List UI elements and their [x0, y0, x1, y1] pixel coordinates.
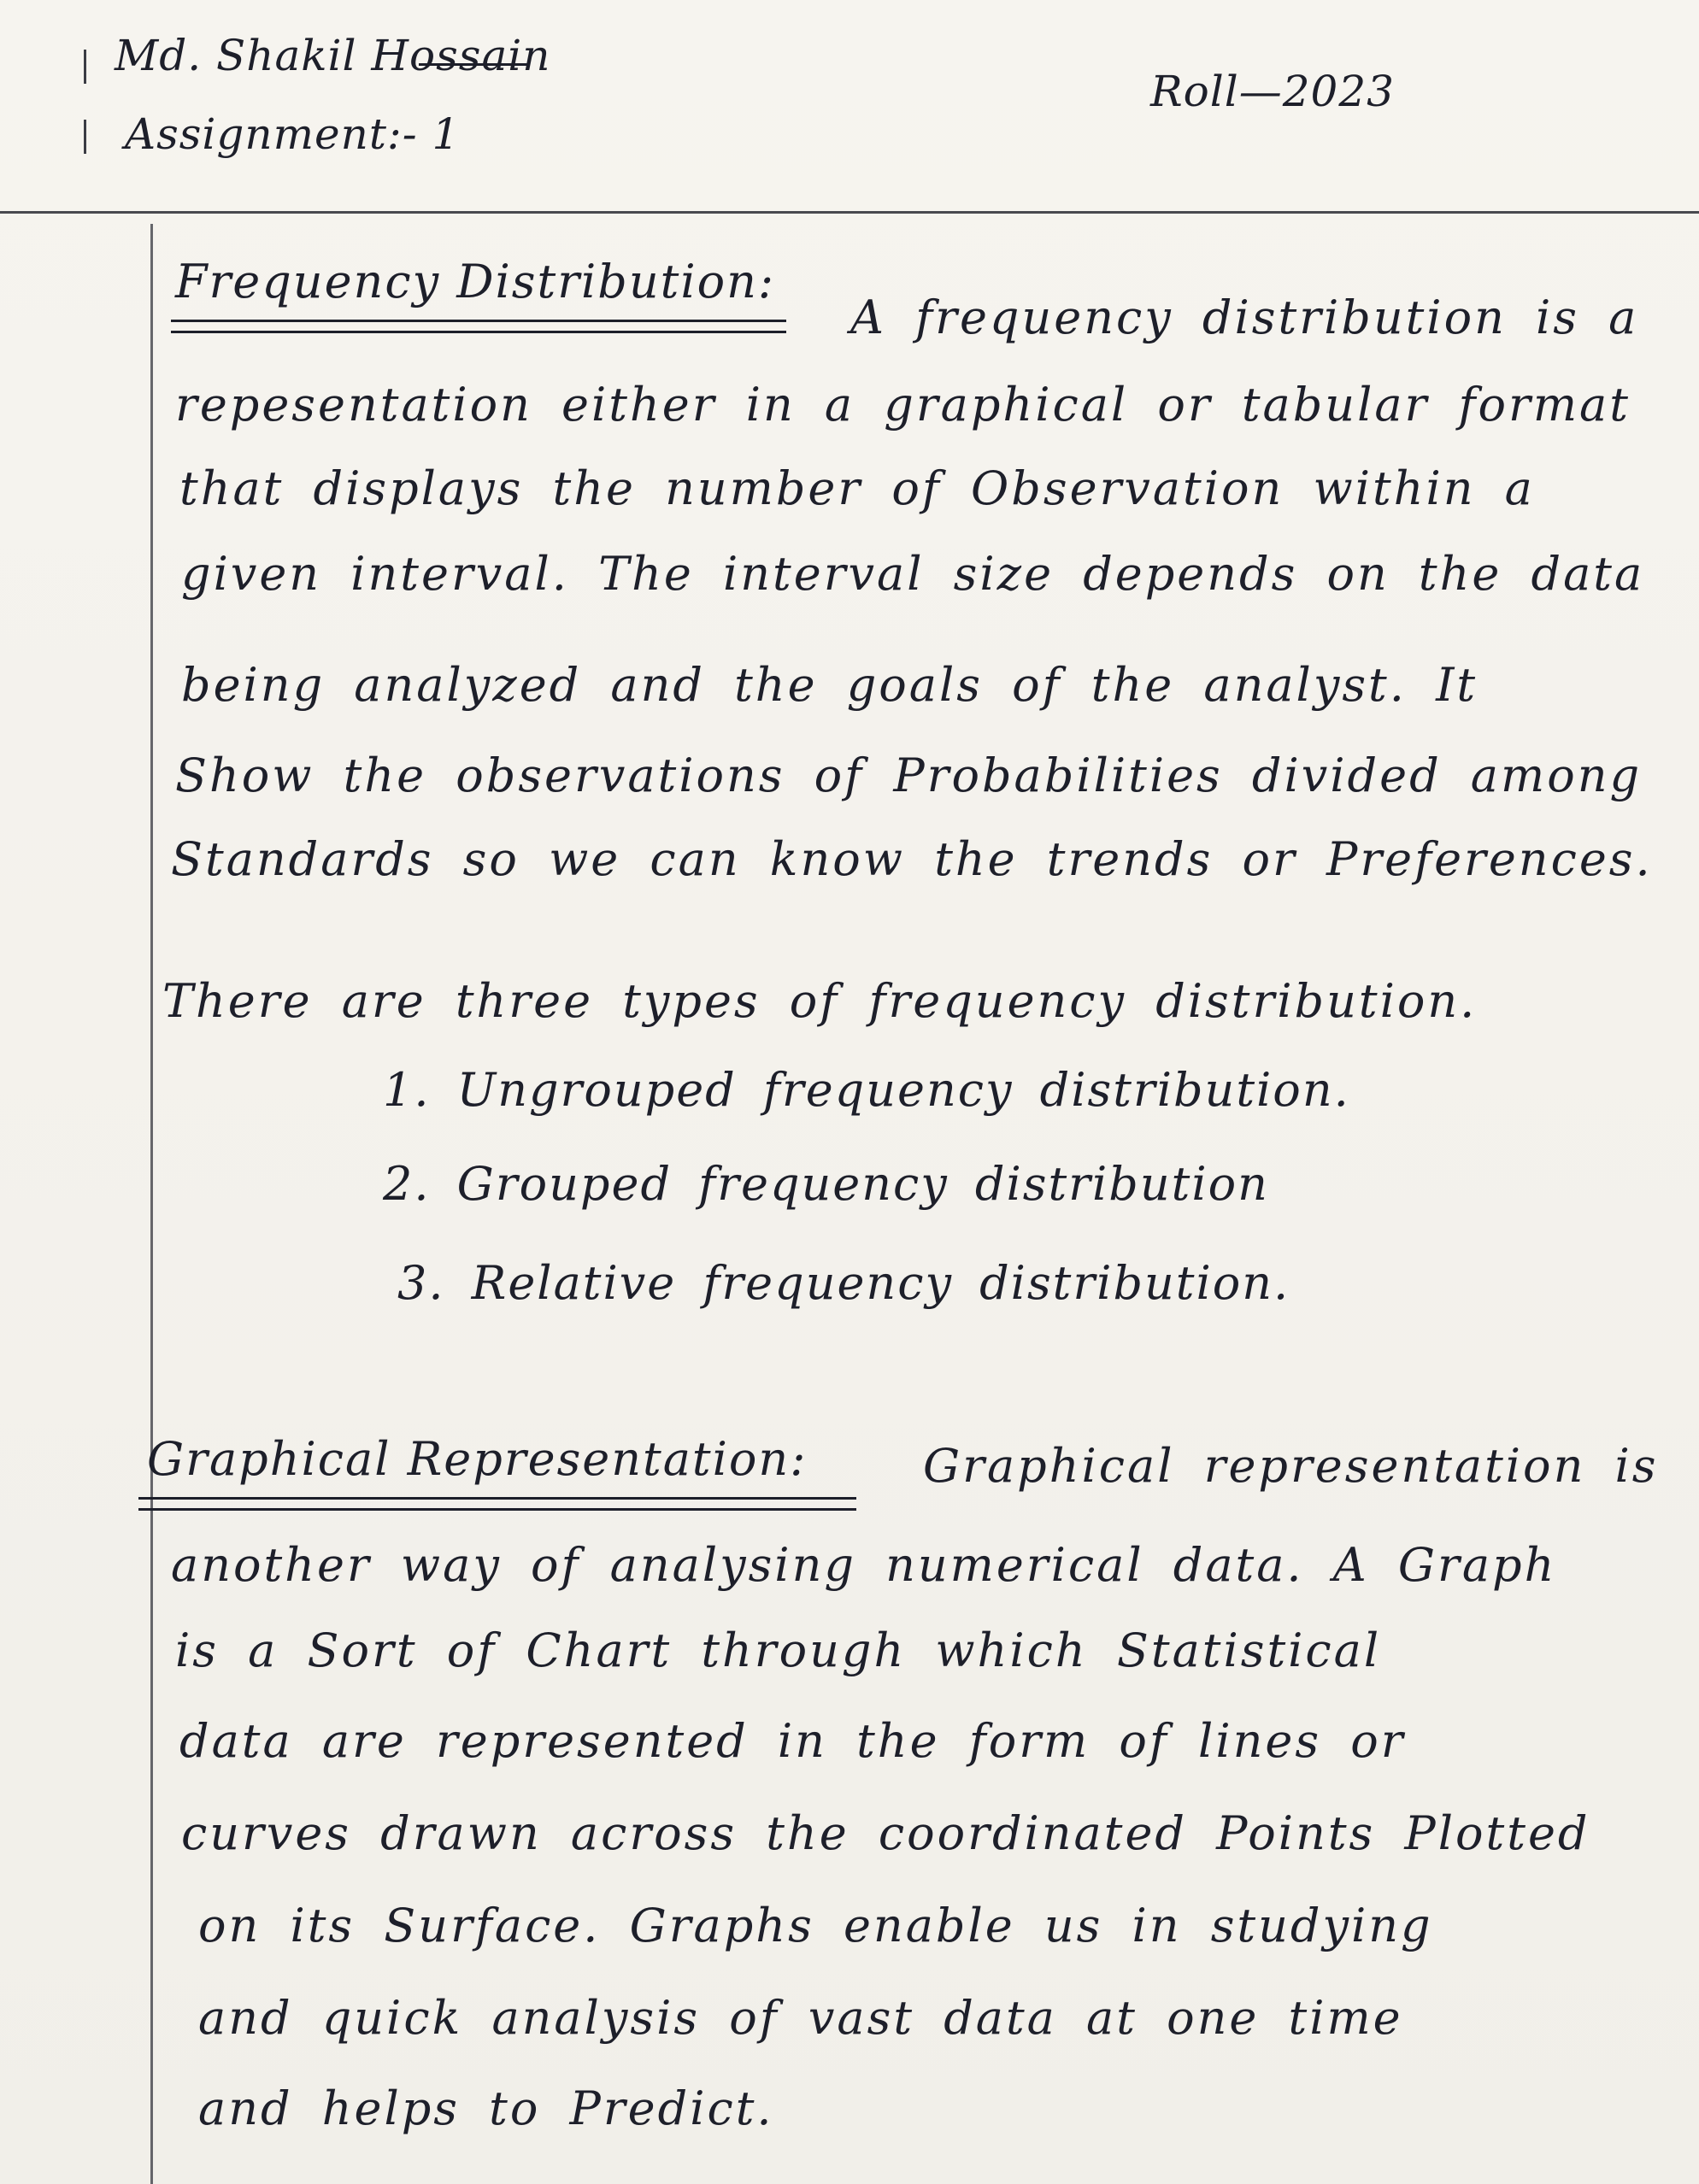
paragraph-line: curves drawn across the coordinated Points Plotted [181, 1806, 1590, 1860]
paragraph-line: and quick analysis of vast data at one time [198, 1991, 1403, 2045]
graphical-representation-heading: Graphical Representation: [147, 1432, 808, 1486]
paragraph-line: A frequency distribution is a [850, 291, 1639, 344]
paragraph-line: is a Sort of Chart through which Statistical [175, 1623, 1382, 1677]
paragraph-line: There are three types of frequency distribution. [162, 974, 1478, 1028]
paragraph-line: repesentation either in a graphical or tabular format [175, 378, 1631, 432]
student-name: Md. Shakil Hossain [115, 31, 551, 80]
margin-tick [84, 50, 86, 84]
roll-number: Roll—2023 [1150, 67, 1395, 116]
list-item: 1. Ungrouped frequency distribution. [383, 1063, 1350, 1117]
header-rule [0, 211, 1699, 214]
list-item: 3. Relative frequency distribution. [397, 1256, 1290, 1310]
margin-tick [84, 120, 86, 154]
name-underline [419, 63, 530, 66]
paragraph-line: Show the observations of Probabilities divided among [175, 749, 1643, 802]
paragraph-line: Graphical representation is [923, 1439, 1659, 1493]
paragraph-line: another way of analysing numerical data. A Graph [171, 1538, 1557, 1592]
heading-double-underline [171, 320, 786, 333]
paragraph-line: and helps to Predict. [198, 2081, 774, 2135]
paragraph-line: that displays the number of Observation within a [179, 461, 1535, 515]
assignment-label: Assignment:- 1 [125, 109, 461, 159]
margin-rule [150, 224, 153, 2184]
paragraph-line: given interval. The interval size depends on the data [181, 547, 1645, 601]
paragraph-line: being analyzed and the goals of the analyst. It [181, 658, 1479, 712]
heading-double-underline [138, 1497, 856, 1511]
paragraph-line: data are represented in the form of lines or [179, 1714, 1406, 1768]
list-item: 2. Grouped frequency distribution [383, 1157, 1269, 1211]
frequency-distribution-heading: Frequency Distribution: [175, 255, 776, 308]
paragraph-line: on its Surface. Graphs enable us in studying [198, 1899, 1433, 1952]
paragraph-line: Standards so we can know the trends or Preferences. [171, 832, 1653, 886]
